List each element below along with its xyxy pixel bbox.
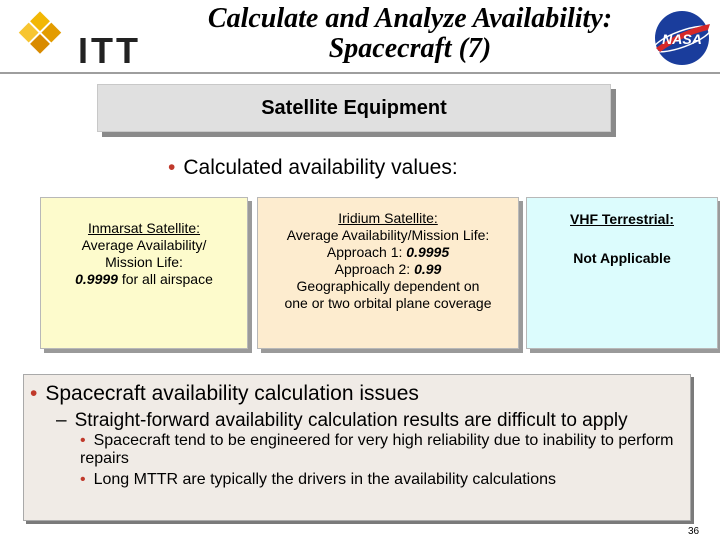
issues-sub-1a [80, 432, 680, 468]
issues-heading [30, 382, 419, 406]
iridium-box [257, 197, 519, 349]
page-number: 36 [688, 526, 700, 537]
iridium-approach-2-value: 0.99 [414, 261, 442, 277]
iridium-title: Iridium Satellite: [338, 210, 438, 226]
dash-bullet-icon: – [56, 410, 67, 431]
iridium-line-5: one or two orbital plane coverage [284, 295, 492, 311]
title-line-2: Spacecraft (7) [328, 33, 492, 64]
subtitle-box [97, 84, 611, 132]
inmarsat-value: 0.9999 [75, 271, 118, 287]
issues-heading-text: Spacecraft availability calculation issues [45, 382, 419, 405]
calc-bullet [168, 156, 458, 180]
iridium-line-1: Average Availability/Mission Life: [286, 227, 490, 243]
iridium-line-4: Geographically dependent on [296, 278, 480, 294]
inmarsat-box [40, 197, 248, 349]
itt-logo-mark [19, 11, 61, 53]
inmarsat-line-1: Average Availability/ [81, 237, 207, 253]
iridium-approach-1-value: 0.9995 [406, 244, 450, 260]
subtitle-text: Satellite Equipment [261, 96, 447, 119]
bullet-icon: • [80, 471, 86, 488]
vhf-box [526, 197, 718, 349]
bullet-icon: • [168, 156, 176, 179]
iridium-approach-1 [258, 244, 518, 261]
page-title [160, 4, 660, 64]
issues-sub-1-text: Straight-forward availability calculation results are difficult to apply [74, 410, 628, 431]
vhf-value: Not Applicable [573, 250, 671, 266]
inmarsat-line-2: Mission Life: [105, 254, 183, 270]
inmarsat-value-suffix: for all airspace [117, 271, 213, 287]
bullet-icon: • [80, 432, 86, 449]
iridium-approach-2 [258, 261, 518, 278]
nasa-logo-text: NASA [662, 31, 702, 47]
nasa-logo [650, 8, 714, 68]
title-line-1: Calculate and Analyze Availability: [207, 3, 613, 34]
iridium-approach-1-label: Approach 1: [326, 244, 407, 260]
itt-logo-text: ITT [78, 30, 141, 71]
bullet-icon: • [30, 382, 38, 405]
inmarsat-title: Inmarsat Satellite: [87, 220, 201, 236]
issues-sub-1b [80, 471, 556, 489]
issues-sub-1b-text: Long MTTR are typically the drivers in the availability calculations [93, 471, 557, 488]
inmarsat-value-line [41, 271, 247, 288]
header-divider [0, 72, 720, 74]
iridium-approach-2-label: Approach 2: [334, 261, 415, 277]
issues-sub-1a-text: Spacecraft tend to be engineered for very high reliability due to inability to perform repairs [80, 432, 674, 467]
calc-bullet-text: Calculated availability values: [183, 156, 458, 179]
issues-sub-1 [56, 410, 628, 432]
vhf-title: VHF Terrestrial: [570, 211, 674, 227]
